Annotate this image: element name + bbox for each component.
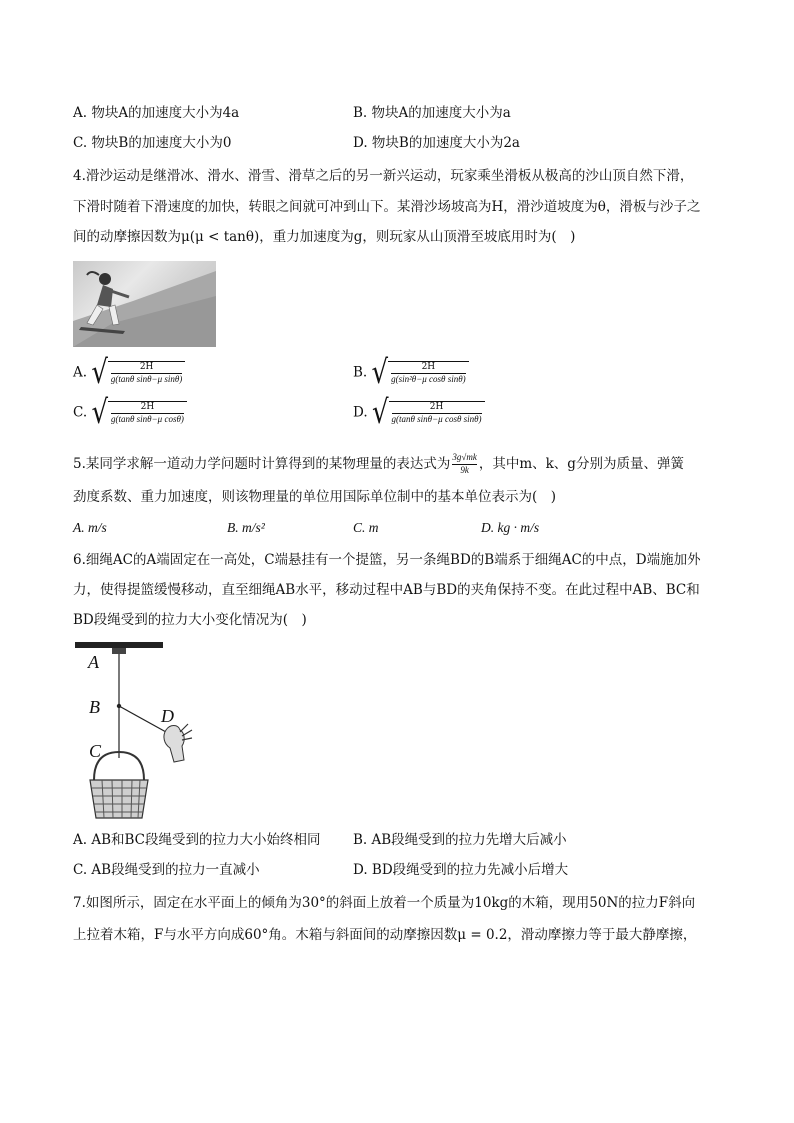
q4-option-b-formula: √ 2H g(sin²θ−μ cosθ sinθ) bbox=[372, 360, 469, 386]
q5-expression-num: 3g√mk bbox=[452, 452, 477, 462]
q4-option-d bbox=[353, 394, 485, 432]
sandboarder-figure bbox=[73, 261, 216, 347]
q3-option-d: D. 物块B的加速度大小为2a bbox=[353, 135, 520, 151]
q4-stem-line3: 间的动摩擦因数为μ(μ < tanθ)，重力加速度为g，则玩家从山顶滑至坡底用时为( ) bbox=[73, 229, 576, 245]
q4-option-c-formula: √ 2H g(tanθ sinθ−μ cosθ) bbox=[91, 400, 186, 426]
q4-option-a-label: A. bbox=[73, 364, 88, 381]
q4-option-b bbox=[353, 354, 469, 392]
anchor-block bbox=[112, 648, 126, 654]
q4-option-b-den: g(sin²θ−μ cosθ sinθ) bbox=[391, 373, 466, 384]
q5-expression-den: 9k bbox=[460, 465, 469, 475]
q5-stem-pre: 5.某同学求解一道动力学问题时计算得到的某物理量的表达式为 bbox=[73, 456, 451, 472]
q5-option-b: B. m/s² bbox=[227, 520, 265, 535]
q4-stem-line2: 下滑时随着下滑速度的加快，转眼之间就可冲到山下。某滑沙场坡高为H，滑沙道坡度为θ，滑板与沙子之 bbox=[73, 199, 701, 215]
q7-stem-line2: 上拉着木箱，F与水平方向成60°角。木箱与斜面间的动摩擦因数μ = 0.2，滑动摩擦力等于最大静摩擦， bbox=[73, 927, 697, 943]
q4-option-c-num: 2H bbox=[140, 401, 155, 412]
q6-stem-line2: 力，使得提篮缓慢移动，直至细绳AB水平，移动过程中AB与BD的夹角保持不变。在此过程中AB、BC和 bbox=[73, 582, 700, 598]
q4-option-b-num: 2H bbox=[421, 361, 436, 372]
q3-option-a: A. 物块A的加速度大小为4a bbox=[73, 105, 240, 121]
q4-option-a-num: 2H bbox=[139, 361, 154, 372]
q4-option-c-den: g(tanθ sinθ−μ cosθ) bbox=[111, 413, 184, 424]
q6-stem-line3: BD段绳受到的拉力大小变化情况为( ) bbox=[73, 612, 307, 628]
q6-option-c: C. AB段绳受到的拉力一直减小 bbox=[73, 862, 260, 878]
q4-option-c-label: C. bbox=[73, 404, 88, 421]
q6-label-b: B bbox=[89, 697, 100, 717]
ceiling-bar bbox=[75, 642, 163, 648]
q6-label-c: C bbox=[89, 741, 102, 761]
q7-stem-line1: 7.如图所示，固定在水平面上的倾角为30°的斜面上放着一个质量为10kg的木箱，现用50N的拉力F斜向 bbox=[73, 895, 696, 911]
q6-option-b: B. AB段绳受到的拉力先增大后减小 bbox=[353, 832, 567, 848]
q5-expression bbox=[452, 452, 476, 477]
q5-option-d: D. kg · m/s bbox=[481, 520, 540, 535]
q4-option-d-num: 2H bbox=[429, 401, 444, 412]
q4-option-b-label: B. bbox=[353, 364, 368, 381]
q4-option-a bbox=[73, 354, 185, 392]
q4-option-d-label: D. bbox=[353, 404, 368, 421]
q5-option-a: A. m/s bbox=[73, 520, 107, 535]
q5-stem-post: ，其中m、k、g分别为质量、弹簧 bbox=[478, 456, 684, 472]
q6-label-a: A bbox=[88, 652, 99, 672]
q5-stem-line1 bbox=[73, 452, 684, 477]
q3-option-c: C. 物块B的加速度大小为0 bbox=[73, 135, 232, 151]
q4-option-d-den: g(tanθ sinθ−μ cosθ sinθ) bbox=[391, 413, 482, 424]
q5-stem-line2: 劲度系数、重力加速度，则该物理量的单位用国际单位制中的基本单位表示为( ) bbox=[73, 489, 557, 505]
q4-stem-line1: 4.滑沙运动是继滑冰、滑水、滑雪、滑草之后的另一新兴运动，玩家乘坐滑板从极高的沙山顶自然下滑， bbox=[73, 168, 694, 184]
q6-option-d: D. BD段绳受到的拉力先减小后增大 bbox=[353, 862, 569, 878]
rope-bd bbox=[119, 706, 166, 732]
q5-option-c: C. m bbox=[353, 520, 379, 535]
q4-option-a-formula: √ 2H g(tanθ sinθ−μ sinθ) bbox=[91, 360, 185, 386]
q3-option-b: B. 物块A的加速度大小为a bbox=[353, 105, 511, 121]
q6-option-a: A. AB和BC段绳受到的拉力大小始终相同 bbox=[73, 832, 321, 848]
q6-label-d: D bbox=[161, 706, 174, 726]
q4-option-a-den: g(tanθ sinθ−μ sinθ) bbox=[110, 373, 183, 384]
sandboarding-photo bbox=[73, 261, 216, 347]
q6-stem-line1: 6.细绳AC的A端固定在一高处，C端悬挂有一个提篮，另一条绳BD的B端系于细绳AC的中点，D端施加外 bbox=[73, 552, 701, 568]
q4-option-d-formula: √ 2H g(tanθ sinθ−μ cosθ sinθ) bbox=[372, 400, 485, 426]
q4-option-c bbox=[73, 394, 187, 432]
